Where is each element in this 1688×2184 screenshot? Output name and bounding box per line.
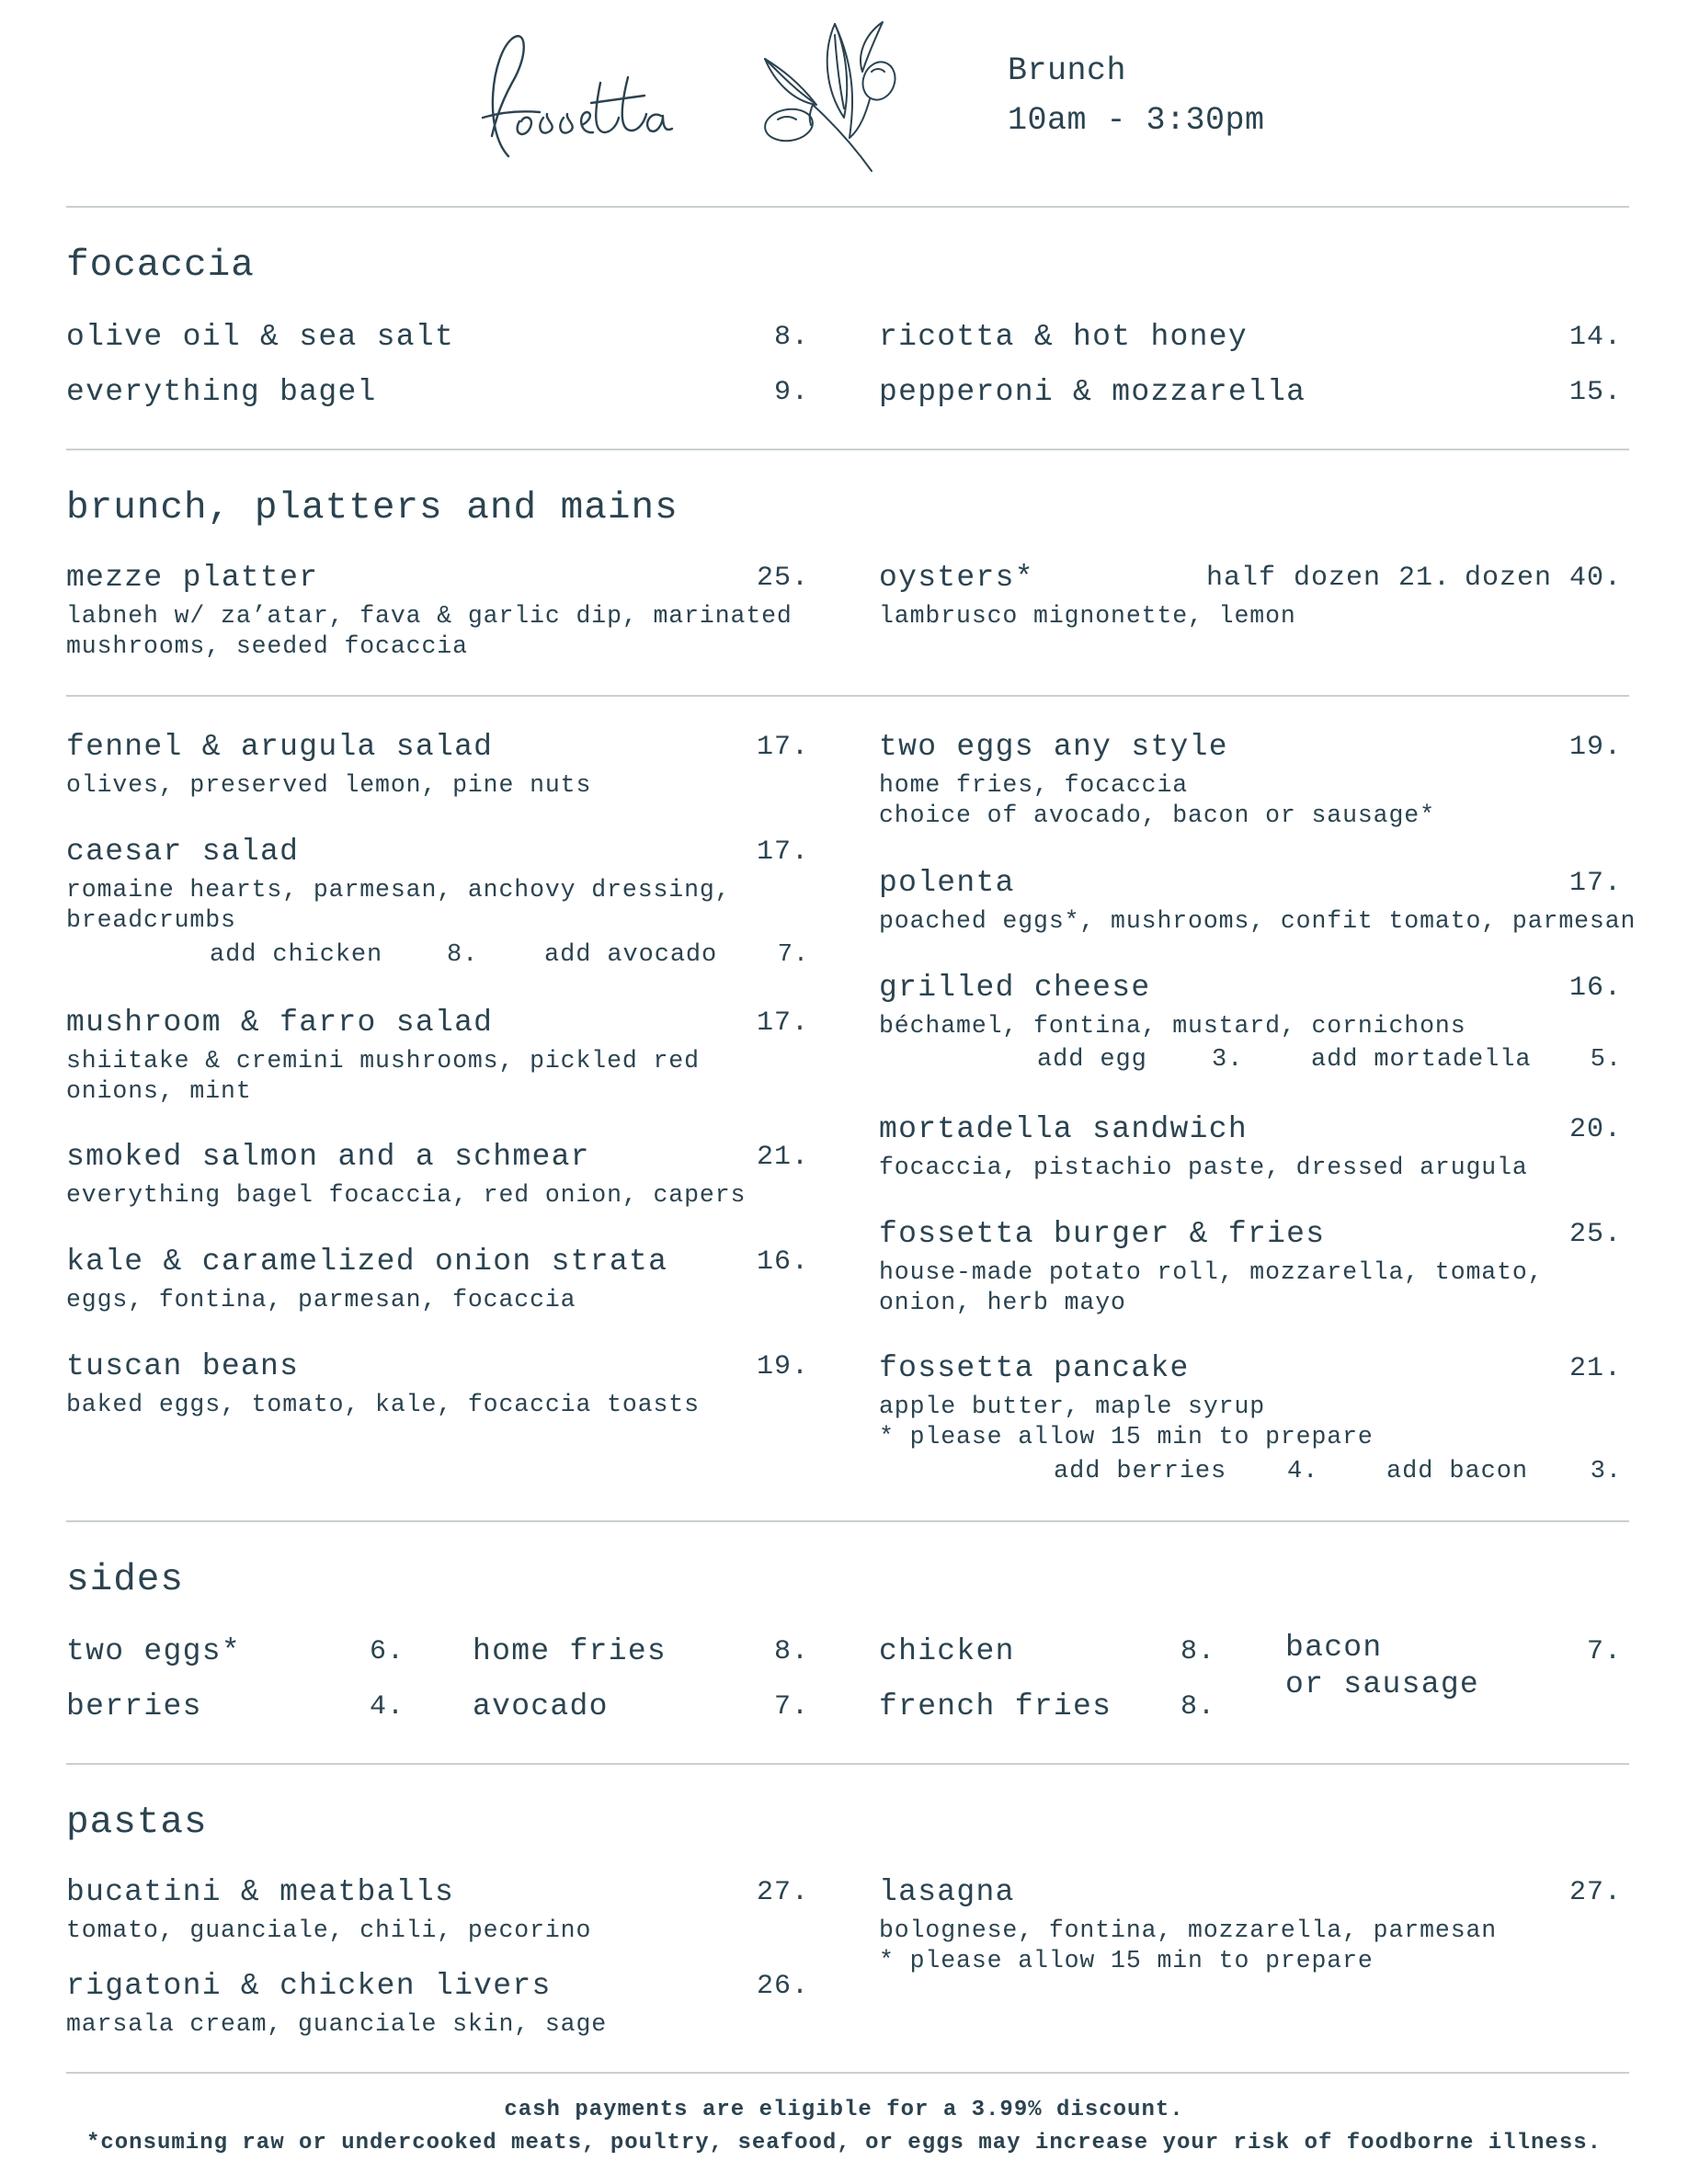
oysters-dozen-price: dozen 40. <box>1464 563 1622 594</box>
section-title-brunch: brunch, platters and mains <box>66 487 679 529</box>
menu-item-description: eggs, fontina, parmesan, focaccia <box>66 1286 576 1314</box>
service-name: Brunch <box>1008 52 1127 89</box>
menu-item-price: 16. <box>756 1246 809 1278</box>
menu-item-name: pepperoni & mozzarella <box>879 375 1306 409</box>
side-item-name: berries <box>66 1689 202 1723</box>
menu-item-name: mezze platter <box>66 561 319 595</box>
addon-label: add bacon <box>1386 1458 1528 1485</box>
side-item-price: 8. <box>1180 1636 1215 1667</box>
menu-item-name: oysters* <box>879 561 1034 595</box>
menu-item-description: marsala cream, guanciale skin, sage <box>66 2010 608 2038</box>
food-safety-disclaimer: *consuming raw or undercooked meats, poultry, seafood, or eggs may increase your risk of foodborne illness. <box>86 2131 1602 2156</box>
menu-item-name: two eggs any style <box>879 730 1228 764</box>
menu-item-name: polenta <box>879 866 1015 900</box>
menu-item-description: apple butter, maple syrup <box>879 1393 1266 1420</box>
side-item-price: 4. <box>369 1691 405 1723</box>
addon-price: 8. <box>447 941 479 969</box>
section-title-focaccia: focaccia <box>66 245 255 287</box>
menu-item-name: mortadella sandwich <box>879 1112 1248 1146</box>
menu-item-description: onion, herb mayo <box>879 1289 1126 1316</box>
side-item-name: home fries <box>473 1634 667 1668</box>
menu-item-price: 17. <box>756 732 809 763</box>
menu-item-description: shiitake & cremini mushrooms, pickled red <box>66 1047 700 1075</box>
menu-item-price: 27. <box>1568 1877 1622 1908</box>
menu-item-price: 9. <box>773 377 809 408</box>
oysters-half-dozen-price: half dozen 21. <box>1206 563 1452 594</box>
addon-label: add berries <box>1054 1458 1227 1485</box>
menu-item-description: * please allow 15 min to prepare <box>879 1947 1374 1974</box>
menu-item-name: grilled cheese <box>879 971 1151 1005</box>
addon-label: add egg <box>1037 1046 1147 1074</box>
menu-item-name: fossetta burger & fries <box>879 1217 1326 1251</box>
menu-item-description: mushrooms, seeded focaccia <box>66 632 468 660</box>
menu-item-description: choice of avocado, bacon or sausage* <box>879 802 1435 829</box>
menu-item-name: tuscan beans <box>66 1349 300 1383</box>
menu-item-description: home fries, focaccia <box>879 771 1189 799</box>
menu-item-price: 15. <box>1568 377 1622 408</box>
side-item-name: avocado <box>473 1689 609 1723</box>
divider <box>66 1520 1629 1522</box>
menu-item-price: 26. <box>756 1971 809 2002</box>
section-title-sides: sides <box>66 1559 185 1601</box>
menu-item-description: lambrusco mignonette, lemon <box>879 602 1296 630</box>
menu-item-description: baked eggs, tomato, kale, focaccia toasts <box>66 1391 700 1418</box>
addon-price: 5. <box>1590 1046 1622 1074</box>
side-item-name: french fries <box>879 1689 1112 1723</box>
menu-item-price: 21. <box>1568 1353 1622 1384</box>
addon-price: 3. <box>1212 1046 1244 1074</box>
divider <box>66 695 1629 697</box>
menu-item-price: 16. <box>1568 973 1622 1004</box>
menu-item-price: 17. <box>756 1007 809 1039</box>
addon-label: add chicken <box>210 941 383 969</box>
section-title-pastas: pastas <box>66 1802 208 1844</box>
divider <box>66 1763 1629 1765</box>
side-item-name-line2: or sausage <box>1285 1667 1480 1701</box>
side-item-name: chicken <box>879 1634 1015 1668</box>
menu-item-price: 8. <box>773 322 809 353</box>
olive-branch-icon <box>761 17 908 177</box>
menu-item-price: 19. <box>1568 732 1622 763</box>
menu-item-price: 17. <box>1568 868 1622 899</box>
menu-item-price: 21. <box>756 1142 809 1173</box>
menu-item-description: poached eggs*, mushrooms, confit tomato, parmesan <box>879 907 1637 935</box>
menu-item-description: tomato, guanciale, chili, pecorino <box>66 1917 592 1944</box>
menu-item-price: 19. <box>756 1351 809 1382</box>
addon-price: 4. <box>1287 1458 1319 1485</box>
menu-item-description: béchamel, fontina, mustard, cornichons <box>879 1012 1466 1040</box>
service-hours: 10am - 3:30pm <box>1008 102 1265 139</box>
fossetta-logo <box>455 18 676 175</box>
menu-item-name: ricotta & hot honey <box>879 320 1248 354</box>
menu-item-price: 17. <box>756 836 809 868</box>
menu-item-name: everything bagel <box>66 375 377 409</box>
menu-item-price: 14. <box>1568 322 1622 353</box>
menu-item-name: caesar salad <box>66 835 300 869</box>
menu-item-name: rigatoni & chicken livers <box>66 1969 552 2003</box>
menu-item-price: 25. <box>756 563 809 594</box>
addon-price: 7. <box>777 941 809 969</box>
menu-item-price: 25. <box>1568 1219 1622 1250</box>
menu-item-description: bolognese, fontina, mozzarella, parmesan <box>879 1917 1498 1944</box>
addon-label: add avocado <box>544 941 718 969</box>
divider <box>66 206 1629 208</box>
side-item-name: bacon <box>1285 1631 1383 1665</box>
menu-item-description: labneh w/ za’atar, fava & garlic dip, marinated <box>66 602 793 630</box>
side-item-price: 7. <box>773 1691 809 1723</box>
menu-item-description: * please allow 15 min to prepare <box>879 1423 1374 1450</box>
menu-item-name: mushroom & farro salad <box>66 1006 494 1040</box>
menu-item-price: 20. <box>1568 1114 1622 1145</box>
menu-item-name: kale & caramelized onion strata <box>66 1245 668 1279</box>
cash-discount-note: cash payments are eligible for a 3.99% discount. <box>504 2098 1184 2122</box>
side-item-price: 8. <box>773 1636 809 1667</box>
menu-item-name: fennel & arugula salad <box>66 730 494 764</box>
menu-item-name: fossetta pancake <box>879 1351 1190 1385</box>
menu-item-price: 27. <box>756 1877 809 1908</box>
divider <box>66 449 1629 450</box>
addon-label: add mortadella <box>1311 1046 1532 1074</box>
menu-item-name: olive oil & sea salt <box>66 320 455 354</box>
side-item-price: 6. <box>369 1636 405 1667</box>
menu-item-description: everything bagel focaccia, red onion, capers <box>66 1181 747 1209</box>
menu-item-description: focaccia, pistachio paste, dressed arugula <box>879 1154 1528 1181</box>
menu-item-description: onions, mint <box>66 1077 252 1105</box>
menu-item-description: olives, preserved lemon, pine nuts <box>66 771 592 799</box>
side-item-name: two eggs* <box>66 1634 241 1668</box>
menu-item-description: house-made potato roll, mozzarella, tomato, <box>879 1258 1544 1286</box>
menu-item-name: bucatini & meatballs <box>66 1875 455 1909</box>
divider <box>66 2072 1629 2074</box>
menu-item-name: lasagna <box>879 1875 1015 1909</box>
side-item-price: 7. <box>1586 1636 1622 1667</box>
addon-price: 3. <box>1590 1458 1622 1485</box>
menu-item-description: breadcrumbs <box>66 906 236 934</box>
menu-item-name: smoked salmon and a schmear <box>66 1140 590 1174</box>
side-item-price: 8. <box>1180 1691 1215 1723</box>
menu-item-description: romaine hearts, parmesan, anchovy dressing, <box>66 876 731 904</box>
